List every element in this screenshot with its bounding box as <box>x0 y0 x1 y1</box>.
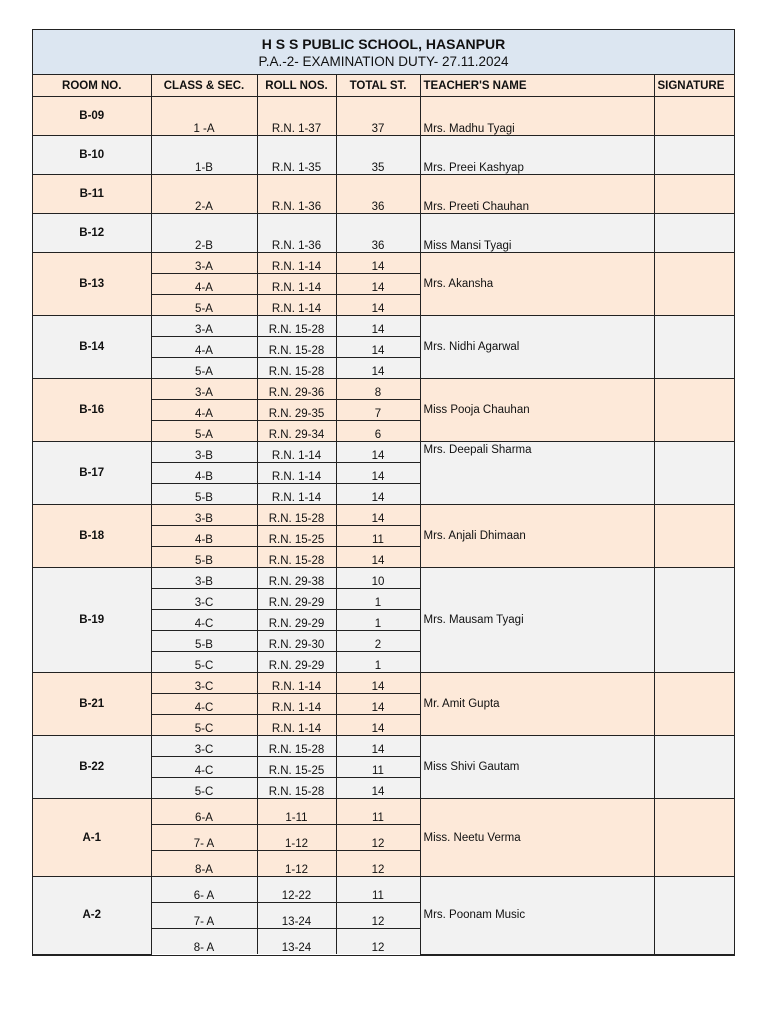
total-students: 36 <box>336 175 420 214</box>
roll-numbers: 13-24 <box>257 903 336 929</box>
total-students: 6 <box>336 421 420 442</box>
teacher-name: Mrs. Madhu Tyagi <box>420 97 654 136</box>
total-students: 14 <box>336 253 420 274</box>
class-section: 3-B <box>151 568 257 589</box>
signature-cell[interactable] <box>654 379 734 442</box>
roll-numbers: 1-12 <box>257 851 336 877</box>
signature-cell[interactable] <box>654 136 734 175</box>
total-students: 11 <box>336 757 420 778</box>
class-section: 4-A <box>151 337 257 358</box>
table-row <box>33 136 734 175</box>
table-row <box>33 736 734 757</box>
signature-cell[interactable] <box>654 316 734 379</box>
total-students: 36 <box>336 214 420 253</box>
total-students: 2 <box>336 631 420 652</box>
roll-numbers: 1-11 <box>257 799 336 825</box>
signature-cell[interactable] <box>654 505 734 568</box>
roll-numbers: R.N. 1-14 <box>257 295 336 316</box>
teacher-name: Mrs. Nidhi Agarwal <box>420 316 654 379</box>
room-number: B-21 <box>33 673 151 736</box>
class-section: 3-C <box>151 673 257 694</box>
total-students: 12 <box>336 903 420 929</box>
teacher-name: Mr. Amit Gupta <box>420 673 654 736</box>
sheet-header <box>33 30 734 75</box>
room-number: B-18 <box>33 505 151 568</box>
class-section: 1 -A <box>151 97 257 136</box>
total-students: 12 <box>336 851 420 877</box>
duty-table <box>33 75 734 955</box>
room-number: B-10 <box>33 136 151 175</box>
roll-numbers: R.N. 15-28 <box>257 778 336 799</box>
room-number: B-14 <box>33 316 151 379</box>
signature-cell[interactable] <box>654 442 734 505</box>
class-section: 5-A <box>151 421 257 442</box>
class-section: 7- A <box>151 825 257 851</box>
duty-table-body <box>33 97 734 955</box>
table-row <box>33 97 734 136</box>
total-students: 14 <box>336 484 420 505</box>
roll-numbers: R.N. 1-14 <box>257 673 336 694</box>
class-section: 8-A <box>151 851 257 877</box>
roll-numbers: R.N. 15-25 <box>257 526 336 547</box>
signature-cell[interactable] <box>654 253 734 316</box>
room-number: A-2 <box>33 877 151 955</box>
table-row <box>33 379 734 400</box>
col-total: TOTAL ST. <box>336 75 420 97</box>
school-name: H S S PUBLIC SCHOOL, HASANPUR <box>261 36 506 52</box>
roll-numbers: R.N. 15-28 <box>257 547 336 568</box>
roll-numbers: R.N. 1-14 <box>257 463 336 484</box>
duty-sheet <box>32 29 735 956</box>
roll-numbers: R.N. 1-14 <box>257 442 336 463</box>
roll-numbers: 13-24 <box>257 929 336 955</box>
roll-numbers: R.N. 15-28 <box>257 505 336 526</box>
total-students: 10 <box>336 568 420 589</box>
roll-numbers: R.N. 1-14 <box>257 274 336 295</box>
class-section: 4-C <box>151 757 257 778</box>
roll-numbers: R.N. 29-29 <box>257 610 336 631</box>
teacher-name: Miss Pooja Chauhan <box>420 379 654 442</box>
column-header-row <box>33 75 734 97</box>
total-students: 14 <box>336 505 420 526</box>
teacher-name: Mrs. Deepali Sharma <box>420 442 654 505</box>
room-number: B-11 <box>33 175 151 214</box>
class-section: 3-B <box>151 442 257 463</box>
signature-cell[interactable] <box>654 736 734 799</box>
total-students: 12 <box>336 929 420 955</box>
table-row <box>33 505 734 526</box>
roll-numbers: R.N. 1-37 <box>257 97 336 136</box>
class-section: 5-C <box>151 778 257 799</box>
total-students: 11 <box>336 877 420 903</box>
teacher-name: Miss. Neetu Verma <box>420 799 654 877</box>
roll-numbers: 12-22 <box>257 877 336 903</box>
roll-numbers: 1-12 <box>257 825 336 851</box>
table-row <box>33 175 734 214</box>
roll-numbers: R.N. 29-34 <box>257 421 336 442</box>
total-students: 1 <box>336 589 420 610</box>
teacher-name: Mrs. Poonam Music <box>420 877 654 955</box>
class-section: 4-C <box>151 694 257 715</box>
total-students: 14 <box>336 547 420 568</box>
room-number: A-1 <box>33 799 151 877</box>
total-students: 14 <box>336 442 420 463</box>
signature-cell[interactable] <box>654 214 734 253</box>
class-section: 3-A <box>151 253 257 274</box>
total-students: 14 <box>336 316 420 337</box>
total-students: 14 <box>336 673 420 694</box>
exam-title: P.A.-2- EXAMINATION DUTY- 27.11.2024 <box>258 54 509 69</box>
roll-numbers: R.N. 1-14 <box>257 694 336 715</box>
class-section: 5-A <box>151 295 257 316</box>
roll-numbers: R.N. 1-35 <box>257 136 336 175</box>
roll-numbers: R.N. 29-38 <box>257 568 336 589</box>
roll-numbers: R.N. 1-36 <box>257 175 336 214</box>
class-section: 3-C <box>151 589 257 610</box>
roll-numbers: R.N. 1-36 <box>257 214 336 253</box>
class-section: 5-B <box>151 484 257 505</box>
total-students: 12 <box>336 825 420 851</box>
total-students: 14 <box>336 274 420 295</box>
roll-numbers: R.N. 15-28 <box>257 736 336 757</box>
roll-numbers: R.N. 29-29 <box>257 652 336 673</box>
total-students: 14 <box>336 463 420 484</box>
roll-numbers: R.N. 15-25 <box>257 757 336 778</box>
class-section: 6- A <box>151 877 257 903</box>
table-row <box>33 253 734 274</box>
roll-numbers: R.N. 29-29 <box>257 589 336 610</box>
class-section: 3-A <box>151 316 257 337</box>
signature-cell[interactable] <box>654 673 734 736</box>
col-teacher: TEACHER'S NAME <box>420 75 654 97</box>
roll-numbers: R.N. 29-35 <box>257 400 336 421</box>
signature-cell[interactable] <box>654 877 734 955</box>
room-number: B-17 <box>33 442 151 505</box>
room-number: B-22 <box>33 736 151 799</box>
class-section: 4-B <box>151 463 257 484</box>
class-section: 5-C <box>151 652 257 673</box>
teacher-name: Miss Shivi Gautam <box>420 736 654 799</box>
class-section: 4-C <box>151 610 257 631</box>
signature-cell[interactable] <box>654 97 734 136</box>
total-students: 1 <box>336 610 420 631</box>
roll-numbers: R.N. 15-28 <box>257 358 336 379</box>
class-section: 5-B <box>151 631 257 652</box>
teacher-name: Mrs. Anjali Dhimaan <box>420 505 654 568</box>
col-signature: SIGNATURE <box>654 75 734 97</box>
total-students: 14 <box>336 736 420 757</box>
total-students: 11 <box>336 799 420 825</box>
class-section: 5-A <box>151 358 257 379</box>
roll-numbers: R.N. 1-14 <box>257 484 336 505</box>
class-section: 1-B <box>151 136 257 175</box>
class-section: 4-A <box>151 274 257 295</box>
total-students: 14 <box>336 295 420 316</box>
roll-numbers: R.N. 15-28 <box>257 337 336 358</box>
roll-numbers: R.N. 29-36 <box>257 379 336 400</box>
class-section: 2-B <box>151 214 257 253</box>
total-students: 14 <box>336 337 420 358</box>
room-number: B-19 <box>33 568 151 673</box>
total-students: 11 <box>336 526 420 547</box>
class-section: 5-B <box>151 547 257 568</box>
total-students: 14 <box>336 715 420 736</box>
roll-numbers: R.N. 15-28 <box>257 316 336 337</box>
total-students: 7 <box>336 400 420 421</box>
table-row <box>33 214 734 253</box>
table-row <box>33 799 734 825</box>
table-row <box>33 316 734 337</box>
roll-numbers: R.N. 1-14 <box>257 253 336 274</box>
teacher-name: Mrs. Preei Kashyap <box>420 136 654 175</box>
roll-numbers: R.N. 29-30 <box>257 631 336 652</box>
total-students: 8 <box>336 379 420 400</box>
room-number: B-09 <box>33 97 151 136</box>
table-row <box>33 877 734 903</box>
total-students: 14 <box>336 694 420 715</box>
total-students: 14 <box>336 358 420 379</box>
col-roll: ROLL NOS. <box>257 75 336 97</box>
total-students: 37 <box>336 97 420 136</box>
room-number: B-13 <box>33 253 151 316</box>
col-room: ROOM NO. <box>33 75 151 97</box>
total-students: 35 <box>336 136 420 175</box>
teacher-name: Mrs. Mausam Tyagi <box>420 568 654 673</box>
class-section: 8- A <box>151 929 257 955</box>
col-class: CLASS & SEC. <box>151 75 257 97</box>
teacher-name: Mrs. Preeti Chauhan <box>420 175 654 214</box>
class-section: 4-A <box>151 400 257 421</box>
teacher-name: Miss Mansi Tyagi <box>420 214 654 253</box>
room-number: B-16 <box>33 379 151 442</box>
class-section: 2-A <box>151 175 257 214</box>
table-row <box>33 673 734 694</box>
class-section: 5-C <box>151 715 257 736</box>
total-students: 1 <box>336 652 420 673</box>
class-section: 3-C <box>151 736 257 757</box>
table-row <box>33 568 734 589</box>
signature-cell[interactable] <box>654 799 734 877</box>
table-row <box>33 442 734 463</box>
signature-cell[interactable] <box>654 175 734 214</box>
signature-cell[interactable] <box>654 568 734 673</box>
class-section: 3-A <box>151 379 257 400</box>
class-section: 3-B <box>151 505 257 526</box>
class-section: 7- A <box>151 903 257 929</box>
class-section: 6-A <box>151 799 257 825</box>
total-students: 14 <box>336 778 420 799</box>
roll-numbers: R.N. 1-14 <box>257 715 336 736</box>
room-number: B-12 <box>33 214 151 253</box>
teacher-name: Mrs. Akansha <box>420 253 654 316</box>
class-section: 4-B <box>151 526 257 547</box>
